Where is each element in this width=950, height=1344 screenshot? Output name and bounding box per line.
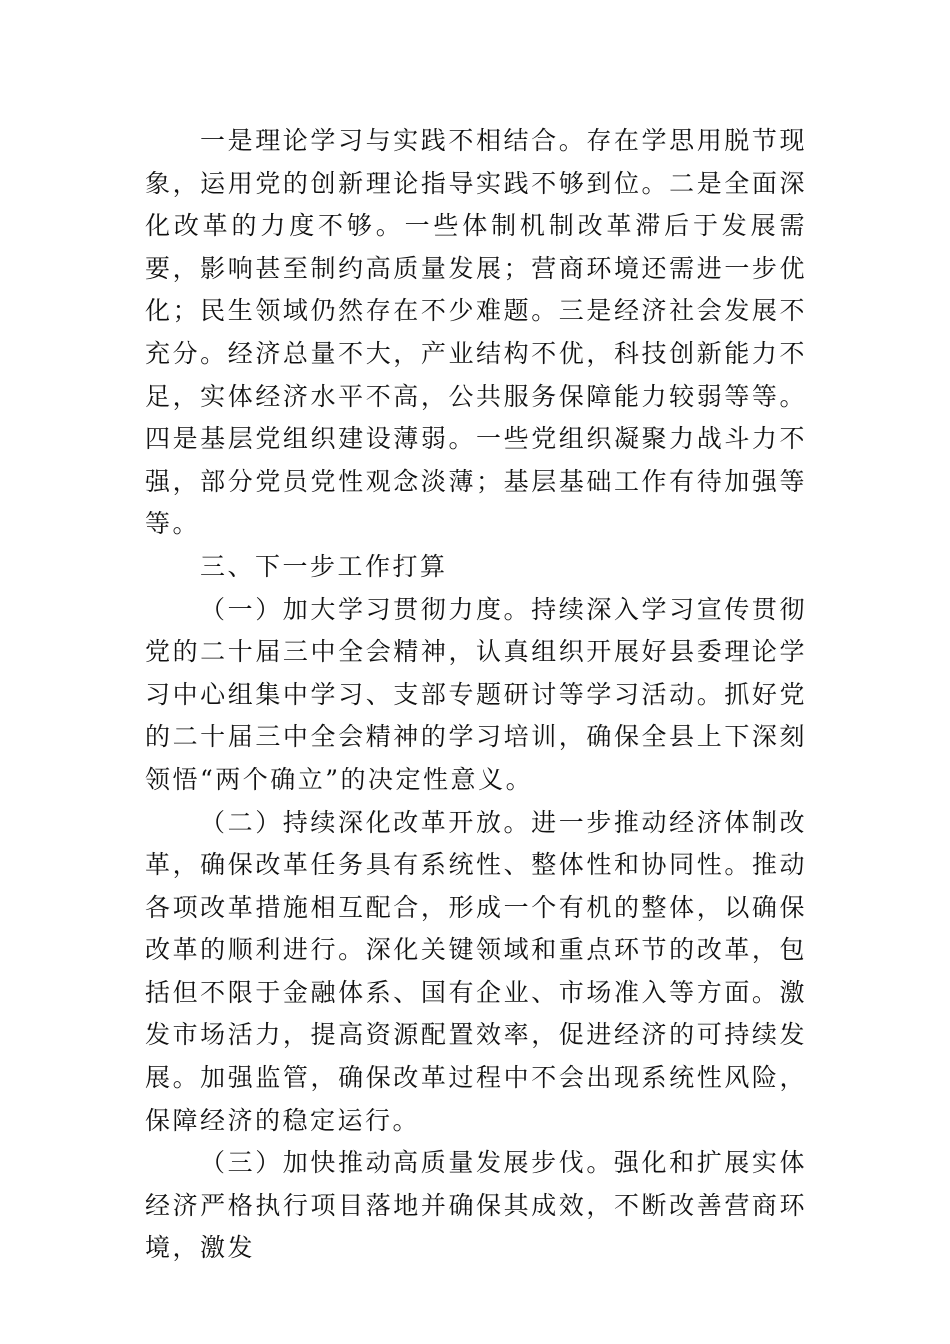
document-body: [145, 120, 807, 1270]
item-1-text: 持续深入学习宣传贯彻党的二十届三中全会精神，认真组织开展好县委理论学习中心组集中学习、支部专题研讨等学习活动。抓好党的二十届三中全会精神的学习培训，确保全县上下深刻领悟“两个确立”的决定性意义。: [145, 594, 807, 794]
item-2-lead: （二）持续深化改革开放。: [200, 807, 532, 837]
item-1-lead: （一）加大学习贯彻力度。: [200, 594, 532, 624]
item-2-text: 进一步推动经济体制改革，确保改革任务具有系统性、整体性和协同性。推动各项改革措施相互配合，形成一个有机的整体，以确保改革的顺利进行。深化关键领域和重点环节的改革，包括但不限于金融体系、国有企业、市场准入等方面。激发市场活力，提高资源配置效率，促进经济的可持续发展。加强监管，确保改革过程中不会出现系统性风险，保障经济的稳定运行。: [145, 807, 807, 1135]
paragraph-item-2: [145, 802, 807, 1143]
item-3-lead: （三）加快推动高质量发展步伐。: [200, 1148, 614, 1178]
paragraph-item-3: [145, 1142, 807, 1270]
paragraph-item-1: [145, 589, 807, 802]
section-heading: 三、下一步工作打算: [200, 551, 448, 581]
item-3-text: 强化和扩展实体经济严格执行项目落地并确保其成效，不断改善营商环境，激发: [145, 1148, 807, 1263]
paragraph-issues: 一是理论学习与实践不相结合。存在学思用脱节现象，运用党的创新理论指导实践不够到位。二是全面深化改革的力度不够。一些体制机制改革滞后于发展需要，影响甚至制约高质量发展；营商环境还需进一步优化；民生领域仍然存在不少难题。三是经济社会发展不充分。经济总量不大，产业结构不优，科技创新能力不足，实体经济水平不高，公共服务保障能力较弱等等。四是基层党组织建设薄弱。一些党组织凝聚力战斗力不强，部分党员党性观念淡薄；基层基础工作有待加强等等。: [145, 126, 807, 539]
